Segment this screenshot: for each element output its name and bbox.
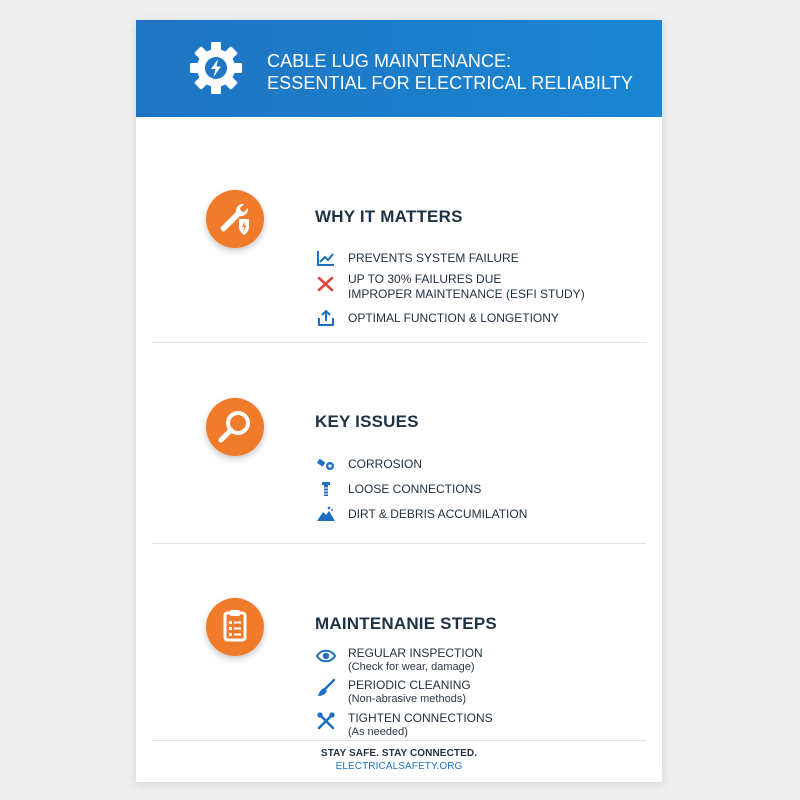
clipboard-icon [206,598,264,656]
item-text: OPTIMAL FUNCTION & LONGETIONY [348,311,559,325]
divider [152,543,646,544]
wrench-shield-icon [206,190,264,248]
section-heading: KEY ISSUES [315,412,419,431]
divider [152,740,646,741]
title-line-2: ESSENTIAL FOR ELECTRICAL RELIABILTY [267,73,633,93]
item-text-line-2: IMPROPER MAINTENANCE (ESFI STUDY) [348,287,585,301]
dirt-pile-icon [316,504,336,524]
x-mark-icon [316,274,336,294]
divider [152,342,646,343]
item-text: LOOSE CONNECTIONS [348,482,482,496]
item-text: UP TO 30% FAILURES DUE [348,272,502,286]
corrosion-icon [316,454,336,474]
bolt-screw-icon [316,479,336,499]
footer-tagline: STAY SAFE. STAY CONNECTED. [320,748,478,759]
magnifier-icon [206,398,264,456]
item-text: REGULAR INSPECTION [348,646,483,660]
item-subtext: (Non-abrasive methods) [348,693,466,705]
item-subtext: (As needed) [348,726,408,738]
brush-icon [316,678,336,698]
item-subtext: (Check for wear, damage) [348,661,475,673]
tools-icon [316,711,336,731]
item-text: DIRT & DEBRIS ACCUMILATION [348,507,528,521]
item-text: PERIODIC CLEANING [348,678,471,692]
item-text: TIGHTEN CONNECTIONS [348,711,493,725]
footer-website-link[interactable]: ELECTRICALSAFETY.ORG [335,761,463,772]
item-text: PREVENTS SYSTEM FAILURE [348,251,519,265]
item-text: CORROSION [348,457,423,471]
poster [136,20,662,782]
gear-lightning-icon [188,40,244,96]
upload-arrow-icon [316,308,336,328]
section-heading: WHY IT MATTERS [315,207,463,226]
footer [136,748,662,772]
title-line-1: CABLE LUG MAINTENANCE: [267,51,512,71]
header-banner [136,20,662,117]
section-heading: MAINTENANIE STEPS [315,614,497,633]
page-title [267,50,633,94]
line-chart-icon [316,248,336,268]
eye-icon [316,646,336,666]
